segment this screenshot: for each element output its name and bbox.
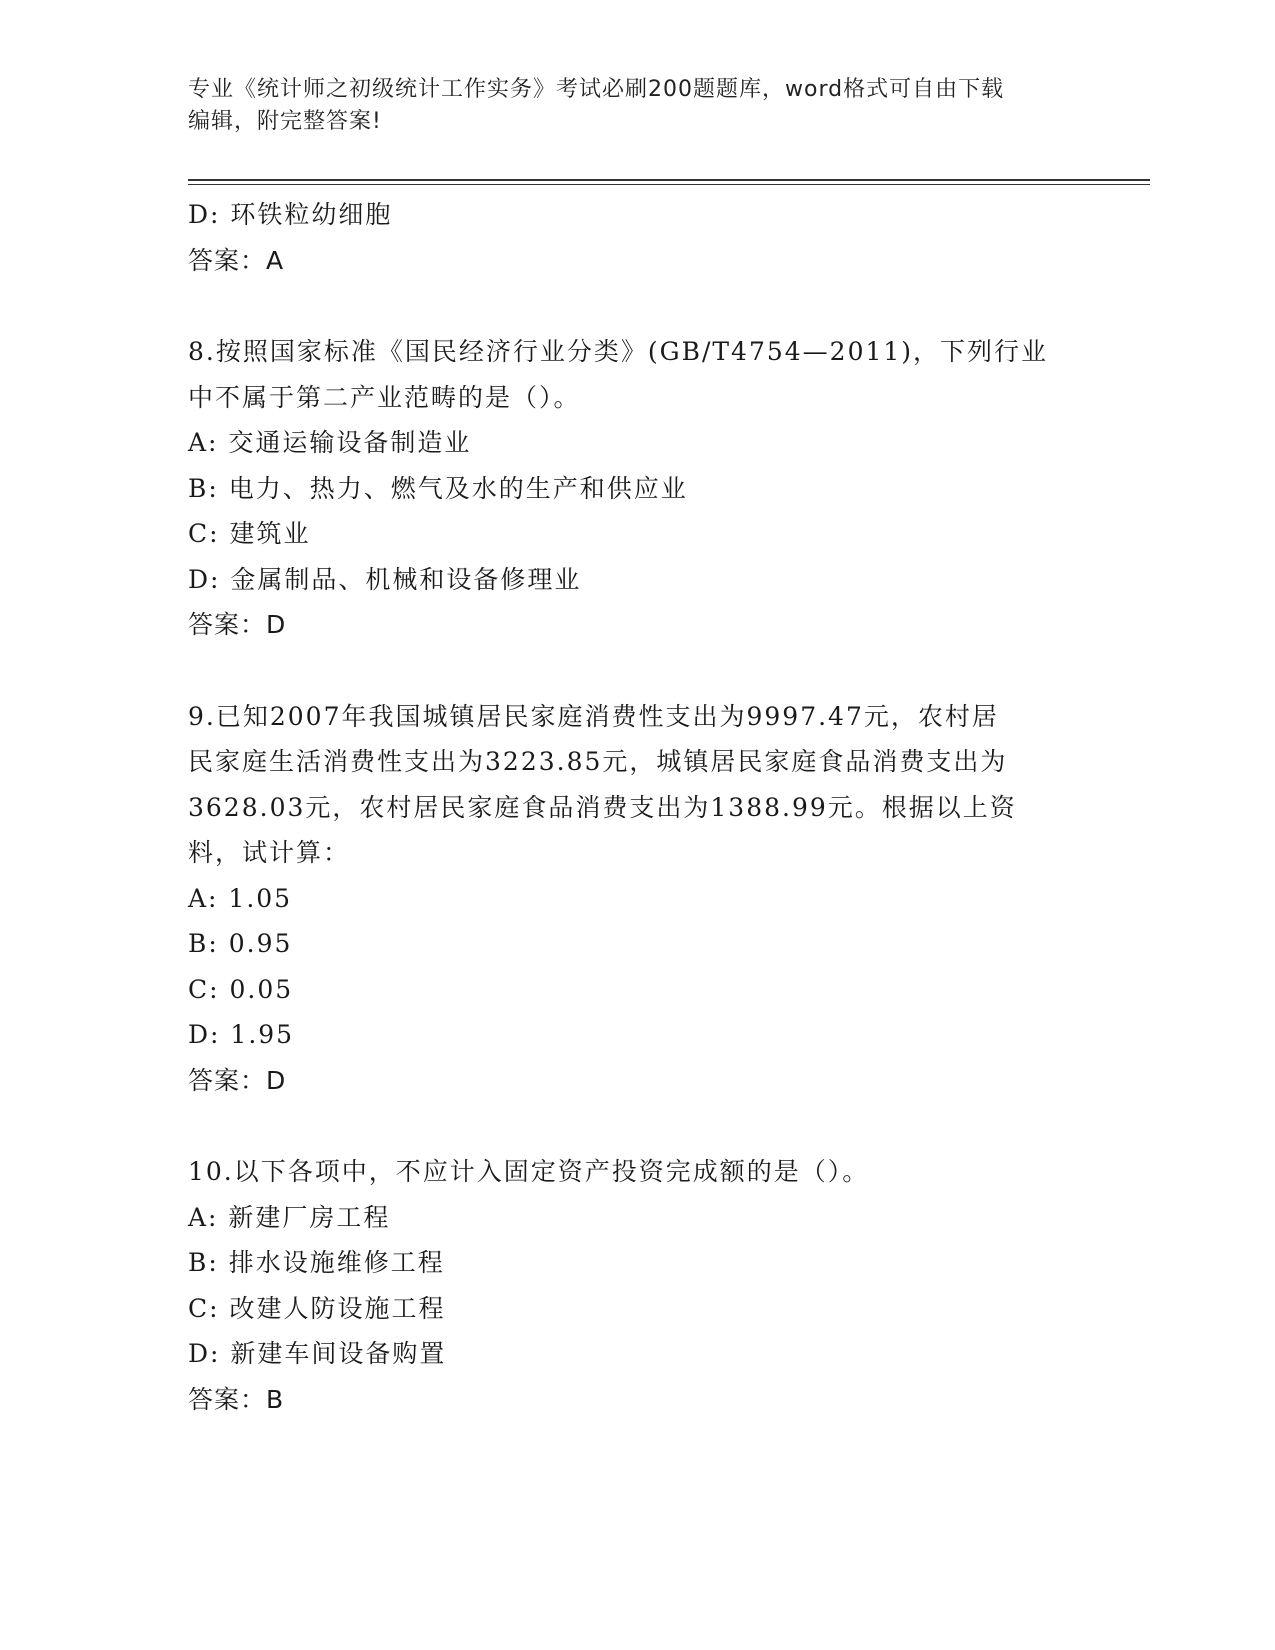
question-10 — [188, 1149, 1088, 1422]
question-9 — [188, 694, 1088, 1104]
previous-question-tail — [188, 192, 1088, 283]
answer-line: 答案：A — [188, 245, 285, 275]
option-a: A: 1.05 — [188, 883, 293, 913]
header-line-2: 编辑，附完整答案! — [188, 109, 382, 134]
option-d: D: 新建车间设备购置 — [188, 1339, 447, 1368]
question-8 — [188, 329, 1088, 648]
page-header — [188, 74, 1088, 138]
stem-line: 10.以下各项中，不应计入固定资产投资完成额的是（）。 — [188, 1157, 870, 1186]
question-stem — [188, 329, 1088, 420]
option-b: B: 排水设施维修工程 — [188, 1248, 445, 1277]
option-a: A: 新建厂房工程 — [188, 1202, 391, 1232]
answer-line: 答案：D — [188, 1065, 287, 1095]
option-c: C: 0.05 — [188, 974, 294, 1004]
stem-line: 8.按照国家标准《国民经济行业分类》(GB/T4754—2011)，下列行业 — [188, 337, 1049, 366]
stem-line: 中不属于第二产业范畴的是（）。 — [188, 382, 581, 412]
option-c: C: 改建人防设施工程 — [188, 1293, 446, 1323]
answer-line: 答案：B — [188, 1384, 285, 1414]
option-b: B: 电力、热力、燃气及水的生产和供应业 — [188, 473, 688, 503]
header-line-1: 专业《统计师之初级统计工作实务》考试必刷200题题库，word格式可自由下载 — [188, 77, 1005, 102]
option-a: A: 交通运输设备制造业 — [188, 428, 472, 457]
question-stem — [188, 1149, 1088, 1195]
header-rule-top — [188, 179, 1150, 181]
question-stem — [188, 694, 1088, 876]
answer-line: 答案：D — [188, 610, 287, 639]
document-body — [188, 192, 1088, 1422]
option-b: B: 0.95 — [188, 929, 293, 958]
option-d: D: 1.95 — [188, 1020, 295, 1049]
header-rule-bottom — [188, 184, 1150, 185]
stem-line: 9.已知2007年我国城镇居民家庭消费性支出为9997.47元，农村居 — [188, 701, 999, 731]
option-c: C: 建筑业 — [188, 519, 311, 548]
stem-line: 3628.03元，农村居民家庭食品消费支出为1388.99元。根据以上资 — [188, 792, 1017, 822]
option-d: D: 环铁粒幼细胞 — [188, 200, 393, 229]
stem-line: 民家庭生活消费性支出为3223.85元，城镇居民家庭食品消费支出为 — [188, 747, 1008, 776]
option-d: D: 金属制品、机械和设备修理业 — [188, 564, 582, 594]
stem-line: 料，试计算： — [188, 838, 351, 867]
